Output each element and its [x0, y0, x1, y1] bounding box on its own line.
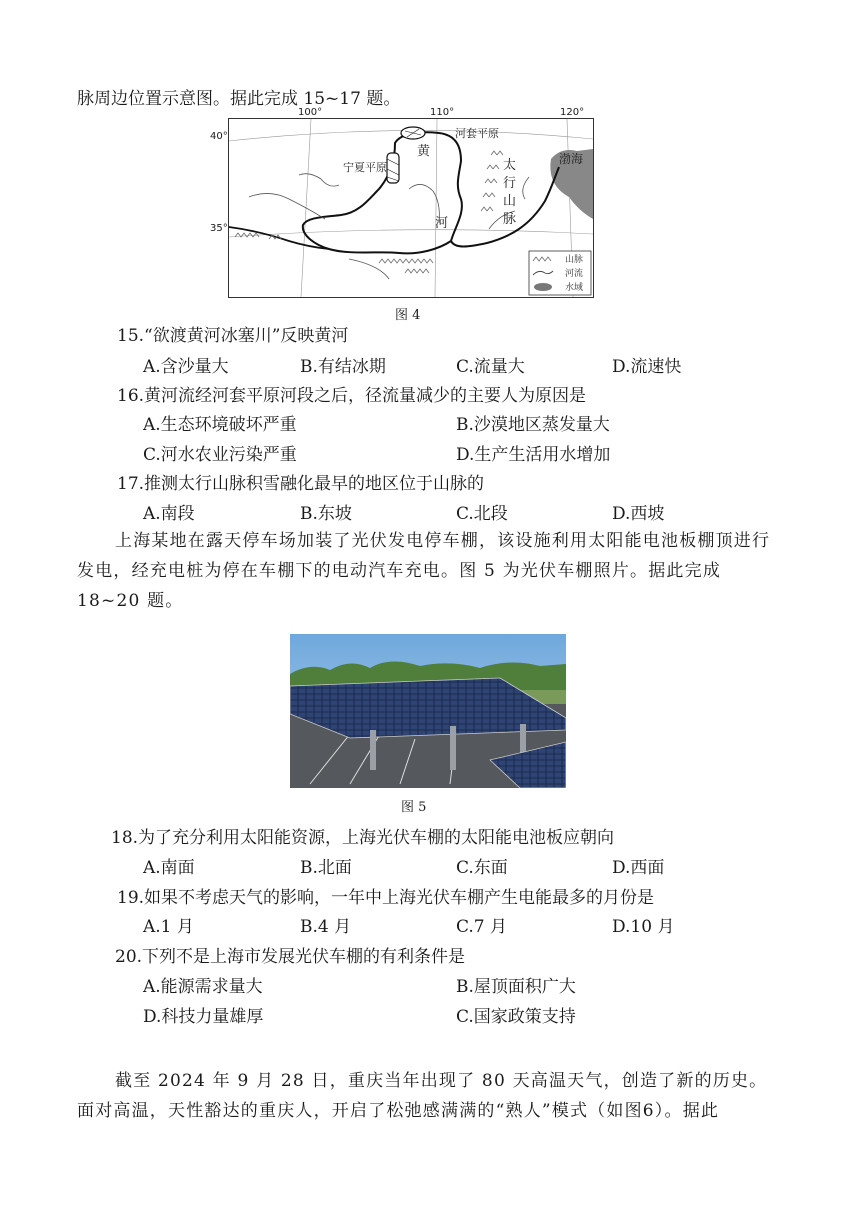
ningxia-label: 宁夏平原 [343, 161, 387, 174]
q20-option-a: A.能源需求量大 [143, 977, 263, 997]
q18-option-d: D.西面 [612, 858, 665, 878]
q19-option-c: C.7 月 [456, 917, 508, 937]
legend-water-label: 水域 [565, 283, 584, 293]
yellow-river-line [301, 133, 467, 255]
q19-option-b: B.4 月 [300, 917, 352, 937]
huang-label: 黄 [417, 144, 431, 159]
map-legend [529, 251, 591, 295]
taihang-label-3: 山 [503, 194, 517, 209]
bohai-label: 渤海 [559, 152, 584, 166]
hetao-label: 河套平原 [455, 127, 499, 140]
ningxia-plain-shape [387, 153, 399, 183]
q15-option-a: A.含沙量大 [143, 357, 229, 377]
q18-option-b: B.北面 [300, 858, 352, 878]
q19-option-a: A.1 月 [143, 917, 194, 937]
yellow-river-map [228, 118, 594, 298]
lon-120-label: 120° [560, 107, 585, 118]
q20-option-b: B.屋顶面积广大 [456, 977, 576, 997]
question-15-stem: 15.“欲渡黄河冰塞川”反映黄河 [117, 326, 349, 346]
taihang-label-1: 太 [503, 158, 517, 173]
figure-4-caption: 图 4 [395, 308, 421, 323]
question-20-stem: 20.下列不是上海市发展光伏车棚的有利条件是 [115, 947, 466, 967]
q17-option-d: D.西坡 [612, 504, 665, 524]
passage-chongqing-heat: 截至 2024 年 9 月 28 日，重庆当年出现了 80 天高温天气，创造了新的历史。面对高温，天性豁达的重庆人，开启了松弛感满满的“熟人”模式（如图6）。据此 [77, 1071, 768, 1121]
q18-option-a: A.南面 [143, 858, 195, 878]
taihang-label-4: 脉 [503, 212, 517, 227]
solar-carport-photo [290, 634, 566, 788]
lon-110-label: 110° [430, 107, 455, 118]
question-18-stem: 18.为了充分利用太阳能资源，上海光伏车棚的太阳能电池板应朝向 [111, 828, 615, 848]
q19-option-d: D.10 月 [612, 917, 675, 937]
legend-river-label: 河流 [565, 269, 584, 279]
q17-option-a: A.南段 [143, 504, 195, 524]
lat-40-label: 40° [210, 131, 228, 142]
question-16-stem: 16.黄河流经河套平原河段之后，径流量减少的主要人为原因是 [117, 386, 587, 406]
q16-option-b: B.沙漠地区蒸发量大 [456, 415, 610, 435]
q20-option-c: C.国家政策支持 [456, 1007, 576, 1027]
q16-option-c: C.河水农业污染严重 [143, 445, 297, 465]
q17-option-b: B.东坡 [300, 504, 352, 524]
legend-mountain-label: 山脉 [565, 255, 584, 265]
taihang-label-2: 行 [503, 176, 517, 191]
passage-photovoltaic: 上海某地在露天停车场加装了光伏发电停车棚，该设施利用太阳能电池板棚顶进行发电，经充电桩为停在车棚下的电动汽车充电。图 5 为光伏车棚照片。据此完成 18~20 题。 [77, 531, 771, 611]
q15-option-b: B.有结冰期 [300, 357, 386, 377]
question-17-stem: 17.推测太行山脉积雪融化最早的地区位于山脉的 [117, 474, 485, 494]
q20-option-d: D.科技力量雄厚 [143, 1007, 264, 1027]
q16-option-d: D.生产生活用水增加 [456, 445, 611, 465]
he-label: 河 [435, 216, 449, 231]
lon-100-label: 100° [298, 107, 323, 118]
taihang-mountain-symbols [481, 151, 503, 211]
q17-option-c: C.北段 [456, 504, 508, 524]
lat-35-label: 35° [210, 223, 228, 234]
q18-option-c: C.东面 [456, 858, 508, 878]
q15-option-c: C.流量大 [456, 357, 525, 377]
intro-line: 脉周边位置示意图。据此完成 15~17 题。 [77, 89, 401, 109]
q15-option-d: D.流速快 [612, 357, 682, 377]
figure-5-caption: 图 5 [401, 800, 427, 815]
question-19-stem: 19.如果不考虑天气的影响，一年中上海光伏车棚产生电能最多的月份是 [117, 888, 655, 908]
q16-option-a: A.生态环境破坏严重 [143, 415, 297, 435]
legend-water-icon [534, 283, 552, 291]
